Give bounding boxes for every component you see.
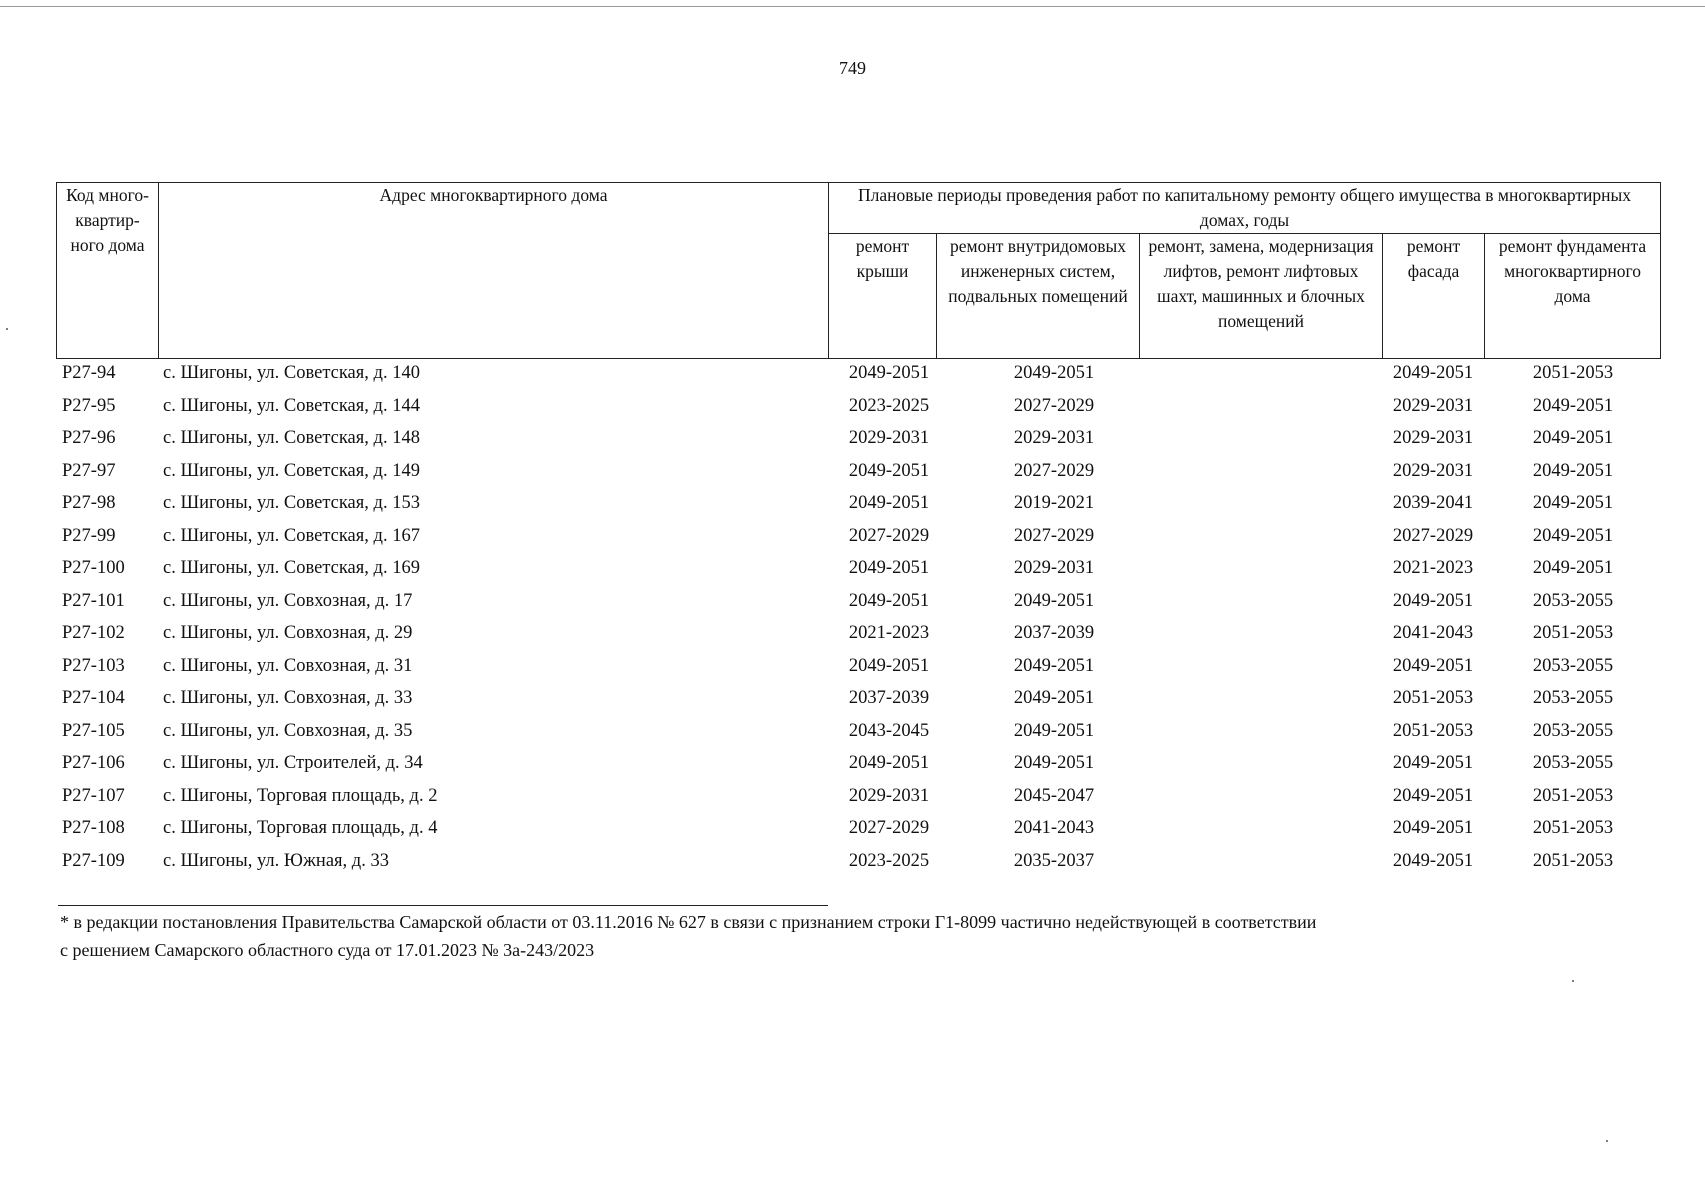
header-foundation [1485, 234, 1661, 359]
header-lifts-label: ремонт, замена, модернизация лифтов, ремонт лифтовых шахт, машинных и блочных помещений [1148, 236, 1374, 331]
header-address [159, 183, 829, 359]
page-number: 749 [839, 58, 866, 78]
cell-roof: 2027-2029 [848, 818, 930, 838]
cell-roof: 2029-2031 [848, 428, 930, 448]
table-row [56, 653, 1660, 686]
cell-facade: 2027-2029 [1392, 525, 1474, 546]
header-lifts [1140, 234, 1383, 359]
cell-foundation: 2051-2053 [1532, 785, 1614, 806]
cell-foundation: 2049-2051 [1532, 428, 1614, 448]
cell-code: Р27-109 [62, 850, 125, 871]
cell-address: с. Шигоны, ул. Совхозная, д. 35 [163, 720, 413, 741]
cell-code: Р27-104 [62, 688, 125, 708]
table-row [56, 783, 1660, 816]
cell-address: с. Шигоны, ул. Советская, д. 153 [163, 493, 420, 513]
cell-systems: 2029-2031 [1013, 558, 1095, 578]
cell-address: с. Шигоны, ул. Советская, д. 169 [163, 558, 420, 578]
cell-systems: 2027-2029 [1013, 395, 1095, 416]
cell-address: с. Шигоны, ул. Совхозная, д. 29 [163, 623, 413, 643]
table-row [56, 458, 1660, 491]
cell-address: с. Шигоны, ул. Совхозная, д. 31 [163, 655, 413, 676]
cell-foundation: 2049-2051 [1532, 460, 1614, 481]
header-systems [937, 234, 1140, 359]
cell-systems: 2037-2039 [1013, 623, 1095, 643]
table-row [56, 555, 1660, 588]
header-periods [829, 183, 1661, 234]
table-row [56, 685, 1660, 718]
table-row [56, 750, 1660, 783]
cell-code: Р27-107 [62, 785, 125, 806]
cell-address: с. Шигоны, ул. Советская, д. 144 [163, 395, 420, 416]
cell-facade: 2051-2053 [1392, 688, 1474, 708]
header-roof-label: ремонт крыши [855, 236, 910, 281]
cell-code: Р27-99 [62, 525, 116, 546]
table-row [56, 425, 1660, 458]
header-roof [829, 234, 937, 359]
cell-foundation: 2051-2053 [1532, 818, 1614, 838]
cell-code: Р27-101 [62, 590, 125, 611]
cell-facade: 2021-2023 [1392, 558, 1474, 578]
header-address-label: Адрес многоквартирного дома [379, 185, 608, 205]
cell-systems: 2049-2051 [1013, 655, 1095, 676]
cell-foundation: 2049-2051 [1532, 395, 1614, 416]
cell-code: Р27-100 [62, 558, 125, 578]
table-header [56, 182, 1661, 359]
cell-roof: 2023-2025 [848, 395, 930, 416]
cell-roof: 2049-2051 [848, 753, 930, 773]
table-row [56, 360, 1660, 393]
cell-code: Р27-103 [62, 655, 125, 676]
cell-facade: 2049-2051 [1392, 850, 1474, 871]
cell-foundation: 2053-2055 [1532, 590, 1614, 611]
header-periods-label: Плановые периоды проведения работ по капитальному ремонту общего имущества в многоквартирных домах, годы [858, 185, 1632, 230]
cell-facade: 2051-2053 [1392, 720, 1474, 741]
header-facade-label: ремонт фасада [1406, 236, 1461, 281]
cell-foundation: 2053-2055 [1532, 720, 1614, 741]
cell-systems: 2049-2051 [1013, 720, 1095, 741]
cell-code: Р27-106 [62, 753, 125, 773]
cell-code: Р27-95 [62, 395, 116, 416]
table-row [56, 588, 1660, 621]
cell-roof: 2049-2051 [848, 363, 930, 383]
cell-foundation: 2049-2051 [1532, 525, 1614, 546]
cell-systems: 2027-2029 [1013, 525, 1095, 546]
cell-roof: 2049-2051 [848, 558, 930, 578]
scan-speck [6, 328, 8, 330]
cell-roof: 2029-2031 [848, 785, 930, 806]
cell-address: с. Шигоны, ул. Советская, д. 140 [163, 363, 420, 383]
cell-systems: 2045-2047 [1013, 785, 1095, 806]
cell-code: Р27-108 [62, 818, 125, 838]
cell-foundation: 2053-2055 [1532, 688, 1614, 708]
cell-roof: 2049-2051 [848, 655, 930, 676]
header-systems-label: ремонт внутридомовых инженерных систем, подвальных помещений [948, 236, 1128, 306]
cell-facade: 2039-2041 [1392, 493, 1474, 513]
scan-speck [1606, 1140, 1608, 1142]
table-row [56, 848, 1660, 881]
scan-speck [1572, 980, 1574, 982]
cell-roof: 2021-2023 [848, 623, 930, 643]
cell-systems: 2049-2051 [1013, 363, 1095, 383]
cell-foundation: 2053-2055 [1532, 753, 1614, 773]
cell-address: с. Шигоны, ул. Советская, д. 148 [163, 428, 420, 448]
cell-roof: 2043-2045 [848, 720, 930, 741]
footnote [60, 908, 1620, 964]
cell-systems: 2049-2051 [1013, 590, 1095, 611]
cell-code: Р27-97 [62, 460, 116, 481]
cell-code: Р27-102 [62, 623, 125, 643]
cell-facade: 2049-2051 [1392, 818, 1474, 838]
cell-facade: 2049-2051 [1392, 785, 1474, 806]
table-row [56, 393, 1660, 426]
cell-address: с. Шигоны, ул. Совхозная, д. 33 [163, 688, 413, 708]
cell-systems: 2049-2051 [1013, 753, 1095, 773]
cell-facade: 2029-2031 [1392, 428, 1474, 448]
footnote-line-2: с решением Самарского областного суда от 17.01.2023 № 3а-243/2023 [60, 940, 595, 960]
cell-address: с. Шигоны, ул. Строителей, д. 34 [163, 753, 423, 773]
cell-facade: 2049-2051 [1392, 753, 1474, 773]
cell-roof: 2049-2051 [848, 590, 930, 611]
cell-address: с. Шигоны, Торговая площадь, д. 2 [163, 785, 438, 806]
table-row [56, 523, 1660, 556]
cell-foundation: 2049-2051 [1532, 558, 1614, 578]
cell-facade: 2049-2051 [1392, 590, 1474, 611]
table-row [56, 620, 1660, 653]
cell-foundation: 2051-2053 [1532, 363, 1614, 383]
cell-systems: 2035-2037 [1013, 850, 1095, 871]
cell-systems: 2049-2051 [1013, 688, 1095, 708]
cell-roof: 2037-2039 [848, 688, 930, 708]
cell-facade: 2049-2051 [1392, 363, 1474, 383]
cell-systems: 2027-2029 [1013, 460, 1095, 481]
cell-systems: 2041-2043 [1013, 818, 1095, 838]
header-facade [1383, 234, 1485, 359]
table-row [56, 490, 1660, 523]
cell-foundation: 2049-2051 [1532, 493, 1614, 513]
cell-code: Р27-96 [62, 428, 116, 448]
footnote-rule [58, 905, 828, 906]
cell-code: Р27-105 [62, 720, 125, 741]
cell-roof: 2027-2029 [848, 525, 930, 546]
cell-address: с. Шигоны, ул. Совхозная, д. 17 [163, 590, 413, 611]
page-top-rule [0, 6, 1705, 7]
cell-code: Р27-94 [62, 363, 116, 383]
cell-facade: 2029-2031 [1392, 395, 1474, 416]
header-code-label: Код много-квартир-ного дома [66, 185, 149, 255]
cell-roof: 2023-2025 [848, 850, 930, 871]
header-code [57, 183, 159, 359]
table-row [56, 718, 1660, 751]
table-body [56, 360, 1660, 880]
cell-roof: 2049-2051 [848, 460, 930, 481]
cell-systems: 2029-2031 [1013, 428, 1095, 448]
cell-facade: 2049-2051 [1392, 655, 1474, 676]
cell-code: Р27-98 [62, 493, 116, 513]
cell-roof: 2049-2051 [848, 493, 930, 513]
table-row [56, 815, 1660, 848]
cell-address: с. Шигоны, ул. Советская, д. 167 [163, 525, 420, 546]
cell-address: с. Шигоны, ул. Южная, д. 33 [163, 850, 389, 871]
cell-foundation: 2051-2053 [1532, 850, 1614, 871]
cell-foundation: 2053-2055 [1532, 655, 1614, 676]
cell-facade: 2029-2031 [1392, 460, 1474, 481]
cell-facade: 2041-2043 [1392, 623, 1474, 643]
cell-systems: 2019-2021 [1013, 493, 1095, 513]
footnote-line-1: * в редакции постановления Правительства Самарской области от 03.11.2016 № 627 в связи с признанием строки Г1-8099 частично недействующей в соответствии [60, 912, 1317, 932]
cell-address: с. Шигоны, ул. Советская, д. 149 [163, 460, 420, 481]
header-foundation-label: ремонт фундамента многоквартирного дома [1498, 236, 1647, 306]
cell-address: с. Шигоны, Торговая площадь, д. 4 [163, 818, 438, 838]
cell-foundation: 2051-2053 [1532, 623, 1614, 643]
